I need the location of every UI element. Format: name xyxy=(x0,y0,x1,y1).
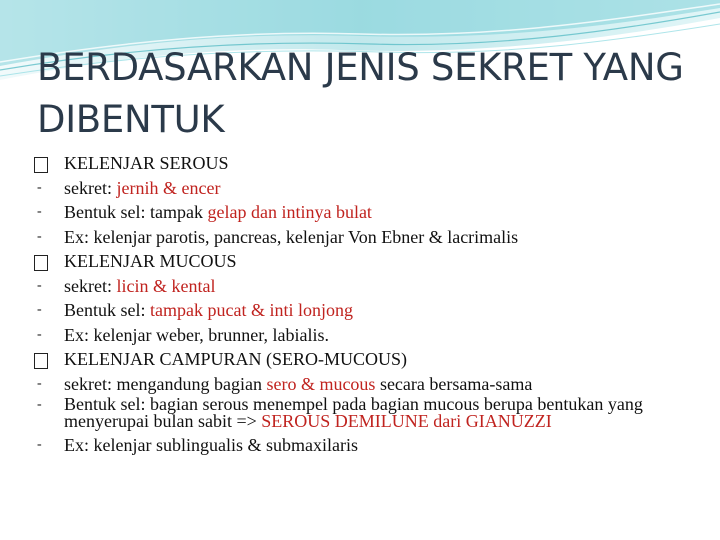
item-text: Bentuk sel: xyxy=(64,300,150,320)
dash-bullet: - xyxy=(37,204,42,219)
section-heading-text: KELENJAR MUCOUS xyxy=(64,251,237,271)
dash-bullet: - xyxy=(37,326,42,342)
dash-bullet: - xyxy=(37,437,42,452)
list-item xyxy=(37,298,677,323)
item-text: sekret: xyxy=(64,177,117,198)
item-text: Ex: kelenjar parotis, pancreas, kelenjar Von Ebner & lacrimalis xyxy=(64,226,519,247)
dash-bullet: - xyxy=(37,228,42,244)
highlight-text: tampak pucat & inti lonjong xyxy=(150,300,353,320)
highlight-text: gelap dan intinya bulat xyxy=(207,202,372,222)
highlight-text: licin & kental xyxy=(116,275,216,296)
list-item xyxy=(37,200,677,225)
list-item xyxy=(37,323,677,348)
dash-bullet: - xyxy=(37,302,42,317)
dash-bullet: - xyxy=(37,375,42,391)
highlight-text: jernih & encer xyxy=(116,177,221,198)
section-heading xyxy=(37,151,677,176)
item-text: Ex: kelenjar sublingualis & submaxilaris xyxy=(64,435,358,455)
section-heading xyxy=(37,347,677,372)
list-item xyxy=(37,176,677,201)
section-heading xyxy=(37,249,677,274)
checkbox-bullet-icon xyxy=(37,347,59,372)
item-text: Ex: kelenjar weber, brunner, labialis. xyxy=(64,324,329,345)
list-item xyxy=(37,372,677,397)
content-list xyxy=(37,151,677,458)
highlight-text: SEROUS DEMILUNE dari GIANUZZI xyxy=(261,411,552,431)
section-heading-text: KELENJAR CAMPURAN (SERO-MUCOUS) xyxy=(64,349,408,369)
checkbox-bullet-icon xyxy=(37,151,59,176)
list-item xyxy=(37,396,677,430)
dash-bullet: - xyxy=(37,179,42,195)
dash-bullet: - xyxy=(37,277,42,293)
item-text: secara bersama-sama xyxy=(375,373,533,394)
item-text: sekret: mengandung bagian xyxy=(64,373,267,394)
item-text: sekret: xyxy=(64,275,117,296)
item-text: Bentuk sel: bagian serous menempel pada bagian mucous berupa bentukan yang menyerupai bulan sabit => xyxy=(64,394,643,431)
dash-bullet: - xyxy=(37,397,42,412)
highlight-text: sero & mucous xyxy=(266,373,376,394)
item-text: Bentuk sel: tampak xyxy=(64,202,208,222)
list-item xyxy=(37,433,677,458)
list-item xyxy=(37,274,677,299)
list-item xyxy=(37,225,677,250)
section-heading-text: KELENJAR SEROUS xyxy=(64,153,229,173)
slide-title: BERDASARKAN JENIS SEKRET YANG DIBENTUK xyxy=(37,46,684,141)
checkbox-bullet-icon xyxy=(37,249,59,274)
